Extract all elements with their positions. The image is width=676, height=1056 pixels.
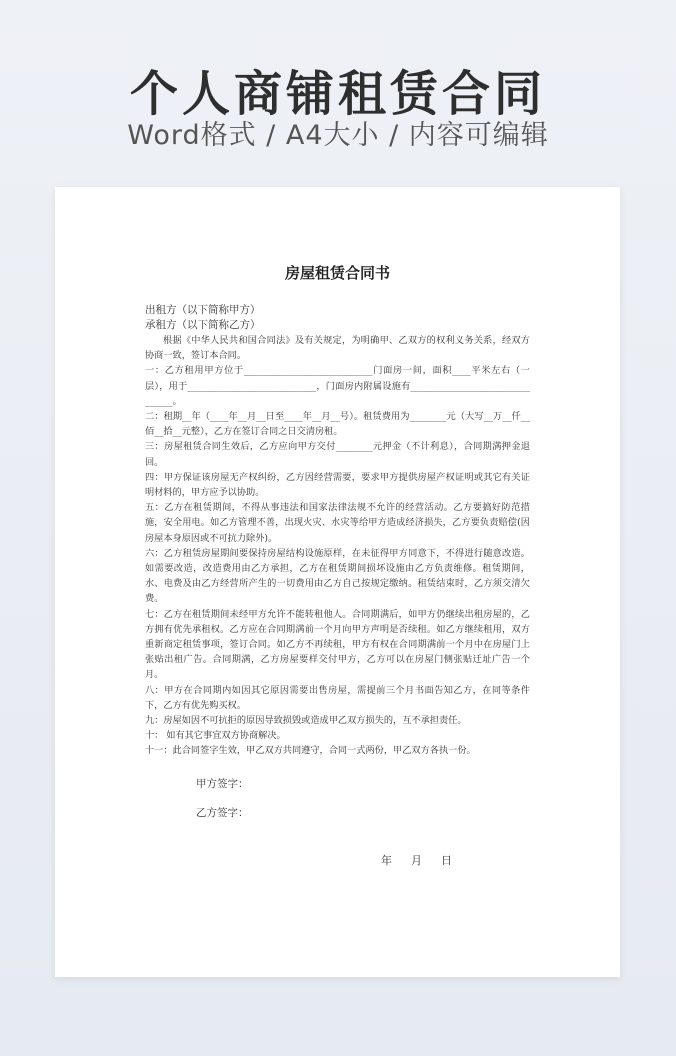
- clause-10: 十： 如有其它事宜双方协商解决。: [145, 730, 286, 742]
- banner-title: 个人商铺租赁合同: [129, 66, 546, 122]
- date-line: 年 月 日: [381, 853, 453, 867]
- clause-7: 七：乙方在租赁期间未经甲方允许不能转租他人。合同期满后，如甲方仍继续出租房屋的，乙方拥有优先承租权。乙方应在合同期满前一个月向甲方声明是否续租。如乙方继续租用，双方重新商定租赁事项，签订合同。如乙方不再续租，甲方有权在合同期满前一个月中在房屋门上张贴出租广告。合同期满，乙方房屋要样交付甲方，乙方可以在房屋门侧张贴迁址广告一个月。: [145, 608, 530, 681]
- party-b-line: 承租方（以下简称乙方）: [145, 319, 261, 331]
- clause-4: 四：甲方保证该房屋无产权纠纷，乙方因经营需要，要求甲方提供房屋产权证明或其它有关证明材料的，甲方应予以协助。: [145, 471, 530, 499]
- clause-9: 九：房屋如因不可抗拒的原因导致损毁或造成甲乙双方损失的，互不承担责任。: [145, 715, 467, 727]
- document-title: 房屋租赁合同书: [284, 264, 390, 282]
- clause-8: 八：甲方在合同期内如因其它原因需要出售房屋，需提前三个月书面告知乙方，在同等条件下，乙方有优先购买权。: [145, 684, 530, 711]
- clause-6: 六：乙方租赁房屋期间要保持房屋结构设施原样，在未征得甲方同意下，不得进行随意改造。如需要改造，改造费用由乙方承担，乙方在租赁期间损坏设施由乙方负责维修。租赁期间，水、电费及由乙方经营所产生的一切费用由乙方自己按规定缴纳。租赁结束时，乙方须交清欠费。: [145, 547, 530, 605]
- clause-2: 二：租期__年（____年__月__日至____年__月__号）。租赁费用为________元（大写__万__仟__佰__拾__元整），乙方在签订合同之日交清房租。: [145, 411, 530, 438]
- party-a-signature: 甲方签字：: [196, 777, 249, 790]
- clause-3: 三：房屋租赁合同生效后，乙方应向甲方交付________元押金（不计利息），合同期满押金退回。: [145, 441, 530, 468]
- clause-5: 五：乙方在租赁期间，不得从事违法和国家法律法规不允许的经营活动。乙方要搞好防范措施，安全用电。如乙方管理不善，出现火灾、水灾等给甲方造成经济损失，乙方要负责赔偿(因房屋本身原因或不可抗力除外)。: [145, 502, 530, 544]
- clause-1: 一：乙方租用甲方位于____________________________门面房一间，面积____平米左右（一层），用于____________________________，门面房内附属设施有________________________________。: [145, 365, 530, 407]
- party-a-line: 出租方（以下简称甲方）: [145, 304, 261, 316]
- preamble: 根据《中华人民共和国合同法》及有关规定，为明确甲、乙双方的权利义务关系，经双方协商一致，签订本合同。: [145, 335, 530, 362]
- party-b-signature: 乙方签字：: [196, 806, 249, 819]
- clause-11: 十一：此合同签字生效，甲乙双方共同遵守，合同一式两份，甲乙双方各执一份。: [145, 745, 476, 757]
- banner-subtitle: Word格式 / A4大小 / 内容可编辑: [127, 120, 549, 151]
- document-page: [55, 187, 620, 977]
